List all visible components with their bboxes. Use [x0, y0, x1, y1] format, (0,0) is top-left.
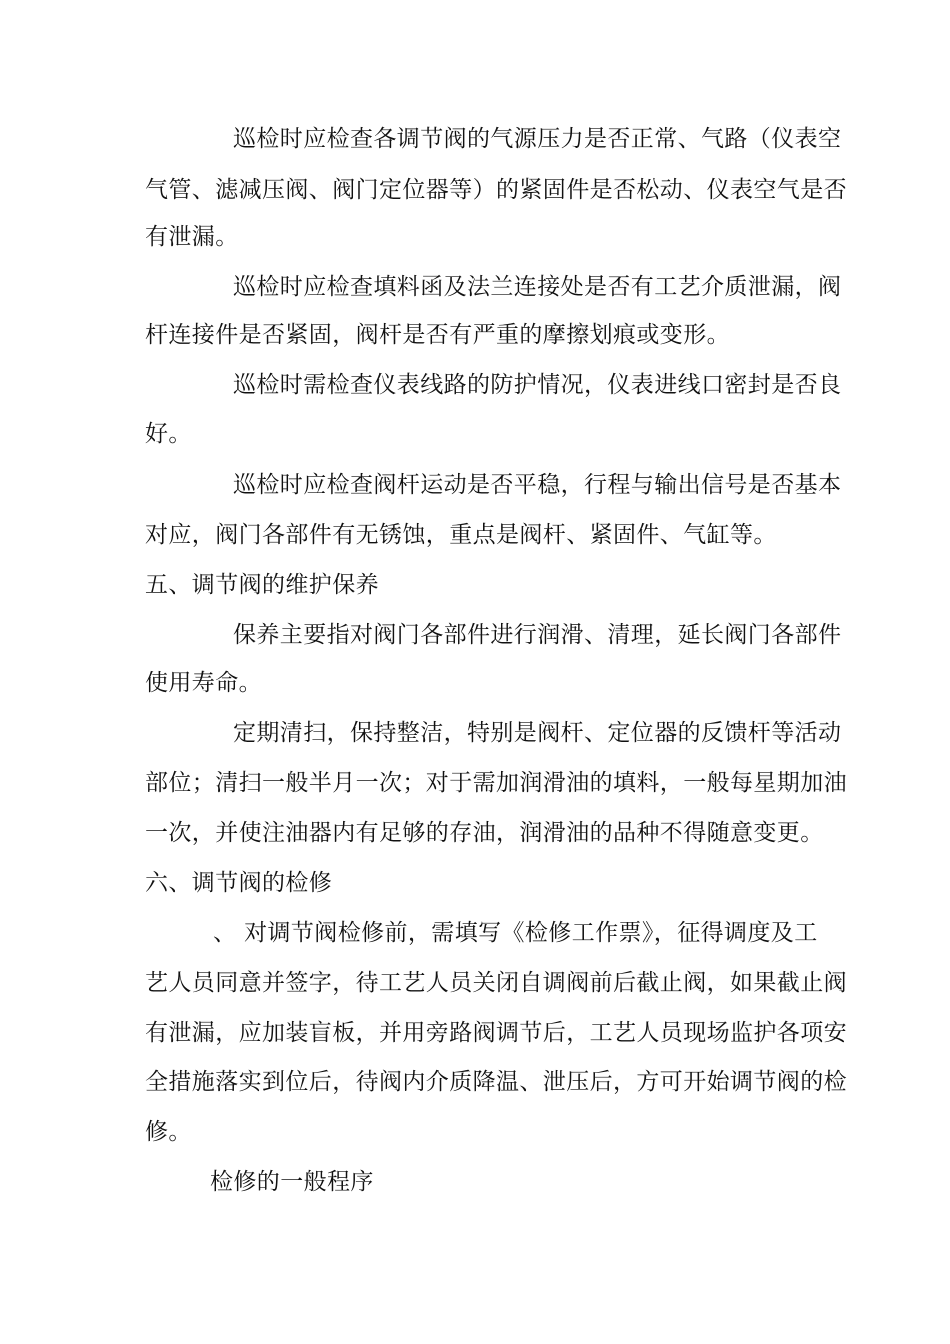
paragraph-7-line-3: 一次，并使注油器内有足够的存油，润滑油的品种不得随意变更。 — [145, 820, 824, 846]
paragraph-6-line-1: 保养主要指对阀门各部件进行润滑、清理，延长阀门各部件 — [233, 622, 842, 648]
section-heading-overhaul: 六、调节阀的检修 — [145, 870, 333, 896]
paragraph-3-line-2: 好。 — [145, 421, 192, 447]
paragraph-1-line-3: 有泄漏。 — [145, 224, 239, 250]
paragraph-6-line-2: 使用寿命。 — [145, 670, 262, 696]
paragraph-9-line-2: 艺人员同意并签字，待工艺人员关闭自调阀前后截止阀，如果截止阀 — [145, 970, 847, 996]
paragraph-10-line-1: 检修的一般程序 — [210, 1169, 374, 1195]
paragraph-9-line-5: 修。 — [145, 1119, 192, 1145]
section-heading-maintenance: 五、调节阀的维护保养 — [145, 572, 379, 598]
paragraph-4-line-1: 巡检时应检查阀杆运动是否平稳，行程与输出信号是否基本 — [233, 472, 842, 498]
paragraph-2-line-1: 巡检时应检查填料函及法兰连接处是否有工艺介质泄漏，阀 — [233, 274, 842, 300]
paragraph-2-line-2: 杆连接件是否紧固，阀杆是否有严重的摩擦划痕或变形。 — [145, 322, 730, 348]
paragraph-4-line-2: 对应，阀门各部件有无锈蚀，重点是阀杆、紧固件、气缸等。 — [145, 522, 777, 548]
paragraph-7-line-2: 部位；清扫一般半月一次；对于需加润滑油的填料，一般每星期加油 — [145, 770, 847, 796]
paragraph-9-line-4: 全措施落实到位后，待阀内介质降温、泄压后，方可开始调节阀的检 — [145, 1069, 847, 1095]
paragraph-3-line-1: 巡检时需检查仪表线路的防护情况，仪表进线口密封是否良 — [233, 372, 842, 398]
paragraph-7-line-1: 定期清扫，保持整洁，特别是阀杆、定位器的反馈杆等活动 — [233, 720, 842, 746]
paragraph-1-line-1: 巡检时应检查各调节阀的气源压力是否正常、气路（仪表空 — [233, 126, 842, 152]
paragraph-1-line-2: 气管、滤减压阀、阀门定位器等）的紧固件是否松动、仪表空气是否 — [145, 177, 847, 203]
paragraph-9-line-3: 有泄漏，应加装盲板，并用旁路阀调节后，工艺人员现场监护各项安 — [145, 1020, 847, 1046]
paragraph-9-line-1: 、 对调节阀检修前，需填写《检修工作票》，征得调度及工 — [213, 920, 818, 946]
